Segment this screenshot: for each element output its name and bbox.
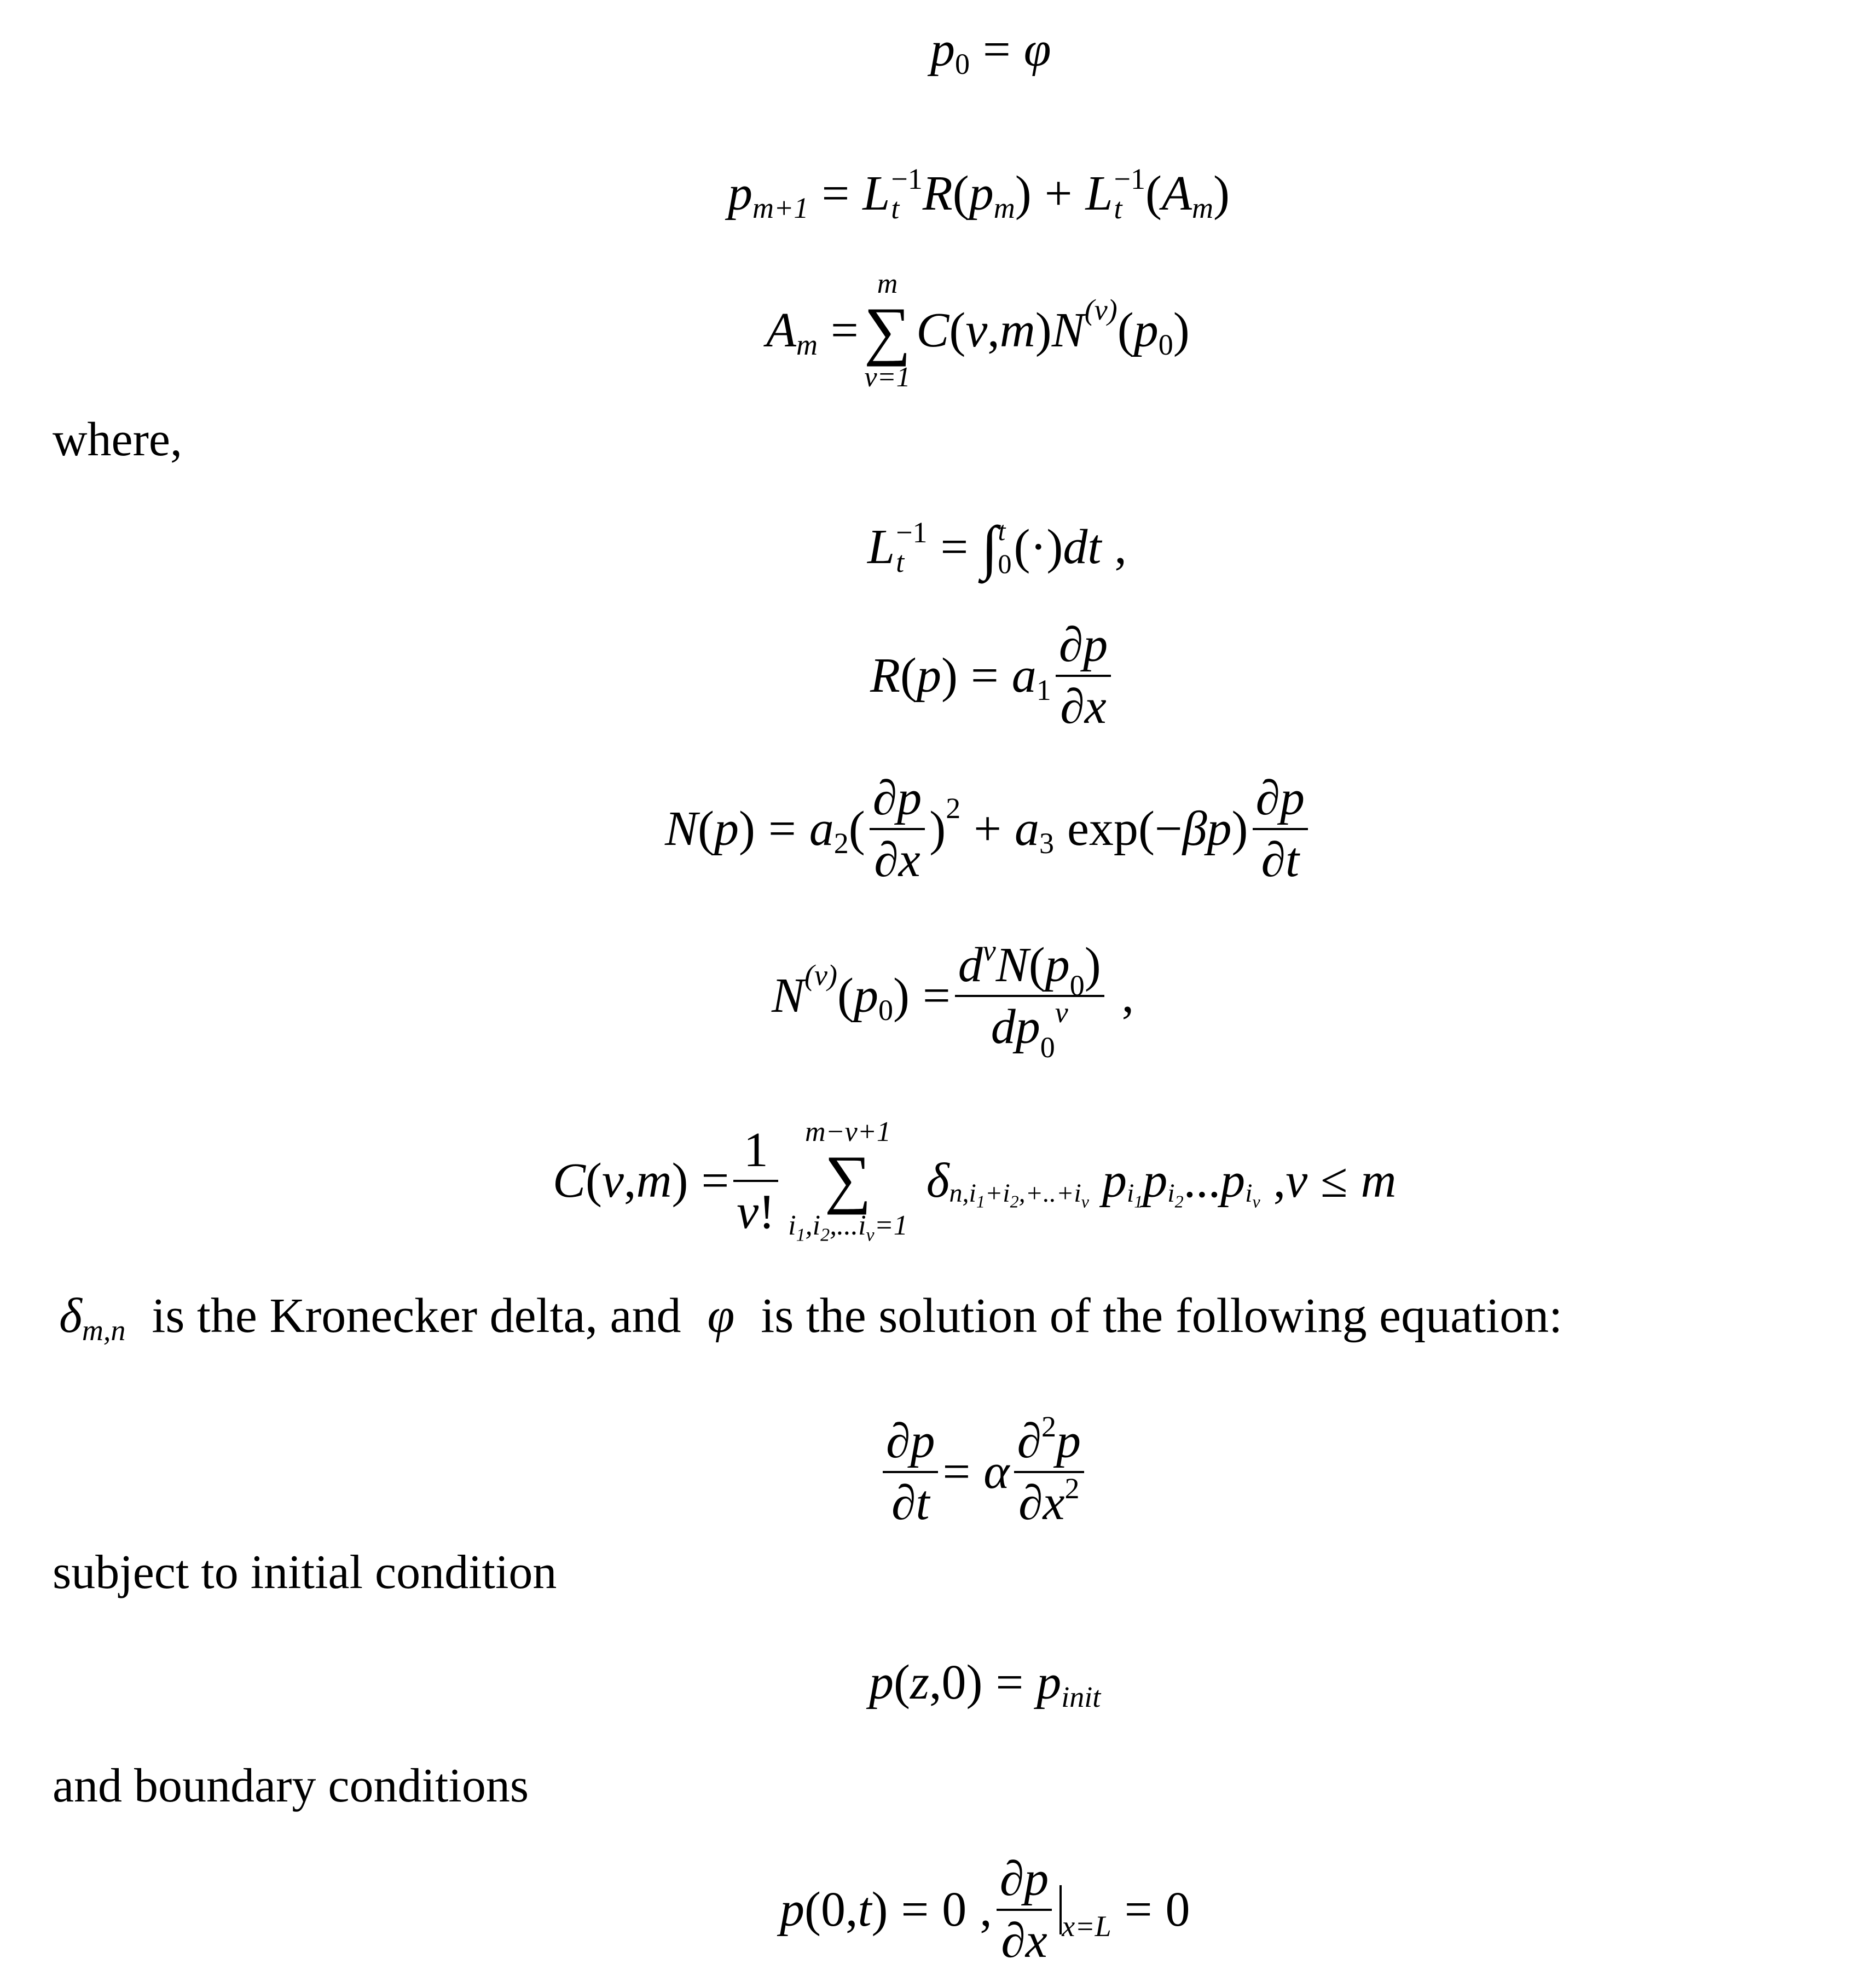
sym: 0: [1165, 1882, 1190, 1937]
sym: ∂: [886, 1414, 911, 1468]
sym: p: [1102, 1153, 1127, 1208]
sym: 1: [743, 1122, 768, 1177]
sym: δ: [59, 1289, 82, 1343]
sym: φ: [1023, 22, 1051, 77]
sym: ,: [1121, 969, 1134, 1023]
sym: N: [1051, 303, 1085, 358]
sym: −1: [1114, 163, 1145, 195]
sym: ,: [980, 1882, 992, 1937]
equation-adomian: A m = m ∑ v=1 C ( v , m ) N (v) ( p 0 ): [766, 268, 1190, 393]
fraction: [883, 1415, 938, 1529]
equation-linear-operator: R ( p ) = a 1 $\frac{\partial p}{\partial x}$: [870, 618, 1115, 733]
sym: 0: [878, 994, 893, 1027]
sym: x: [898, 833, 920, 888]
sym: =: [701, 1153, 729, 1208]
sym: t: [1087, 520, 1102, 574]
sym: N: [772, 969, 805, 1023]
sym: ∂: [872, 771, 898, 825]
sym: =: [1124, 1882, 1153, 1937]
sym: ∂: [891, 1476, 916, 1531]
sym: p: [1015, 1000, 1040, 1054]
sym: p: [1037, 1655, 1062, 1710]
sym: L: [867, 520, 895, 574]
sym: ∂: [1261, 833, 1286, 888]
sym: x: [1043, 1476, 1065, 1531]
text-kronecker: [59, 1289, 1563, 1347]
sym: v: [737, 1184, 759, 1239]
sym: m−v+1: [805, 1116, 891, 1148]
fraction: $\frac{d^vN(p_0)}{dp_0^v}$: [955, 938, 1104, 1053]
sym: +: [974, 802, 1001, 856]
sym: L: [862, 166, 890, 221]
sym: p: [1207, 802, 1232, 856]
sym: p: [1133, 303, 1159, 358]
sym: v: [965, 303, 988, 358]
fraction: [870, 772, 925, 887]
sym: p: [1024, 1852, 1049, 1906]
sym: 0: [955, 48, 970, 80]
sym: α: [983, 1445, 1010, 1499]
sym: z: [910, 1655, 930, 1710]
sym: p: [969, 166, 994, 221]
sym: (v): [1084, 293, 1118, 327]
sym: 0: [998, 548, 1012, 579]
sym: p: [897, 771, 922, 825]
sym: δ: [926, 1153, 949, 1208]
sym: m: [877, 268, 898, 299]
sym: ∂: [1060, 680, 1085, 734]
equation-inverse-operator: [867, 514, 1127, 580]
equation-p0: [930, 22, 1051, 80]
sym: p: [916, 648, 941, 703]
sym: d: [958, 938, 983, 992]
sym: t: [891, 192, 900, 225]
equation-initial: p ( z , 0 ) = p init: [869, 1655, 1101, 1713]
sym: ≤: [1321, 1153, 1348, 1208]
sym: m: [993, 192, 1015, 224]
sym: 0: [941, 1655, 966, 1710]
sym: =: [901, 1882, 929, 1937]
sym: v: [1286, 1153, 1308, 1208]
sym: !: [758, 1184, 775, 1239]
sym: p: [869, 1655, 894, 1710]
sym: ,: [929, 1655, 942, 1710]
sym: N: [995, 938, 1029, 992]
sym: d: [991, 1000, 1016, 1054]
fraction: [733, 1123, 778, 1238]
sym: 0: [1158, 328, 1173, 362]
text-where: where,: [53, 413, 182, 466]
sym: p: [780, 1882, 804, 1937]
sym: 0: [1069, 969, 1085, 1002]
sym: m+1: [752, 192, 809, 224]
sym: m,n: [82, 1314, 126, 1347]
sym: v: [982, 934, 996, 967]
equation-nonlinear-operator: N ( p ) = a 2 ( $\frac{\partial p}{\partial x}$ ) 2 + a 3 exp ( − β p ) $\frac{\partial p}{\partial t}$: [665, 772, 1312, 887]
sym: ∑: [824, 1142, 872, 1215]
equation-derivative: N (v) ( p 0 ) = $\frac{d^vN(p_0)}{dp_0^v}$ ,: [772, 934, 1134, 1064]
sym: =: [983, 22, 1011, 77]
sym: p: [1220, 1153, 1246, 1208]
sym: v: [602, 1153, 624, 1208]
sym: t: [1285, 833, 1299, 888]
sym: ,: [845, 1882, 858, 1937]
sym: ,: [623, 1153, 636, 1208]
sym: p: [910, 1414, 935, 1468]
sym: R: [870, 648, 900, 703]
sym: ∂: [1017, 1414, 1041, 1468]
kronecker-text-2: is the solution of the following equation:: [761, 1289, 1563, 1343]
sym: =: [970, 648, 999, 703]
equation-coefficients: C ( v , m ) = $\frac{1}{v!}$ m−v+1 ∑ $i_1,i_2,...i_v=1$ δ $n,i_1+i_2,+..+i_v$ p $i_1$ p $i_2$ ... p $i_v$ , v ≤ m: [553, 1116, 1397, 1245]
sym: p: [714, 802, 739, 856]
sym: 2: [1041, 1410, 1056, 1443]
sym: −1: [896, 516, 928, 549]
sym: ∂: [1058, 618, 1084, 672]
sym: C: [553, 1153, 586, 1208]
sym: ∫: [981, 514, 998, 581]
sym: ...: [1183, 1153, 1221, 1208]
sym: p: [1083, 618, 1108, 672]
sym: 1: [1036, 674, 1051, 707]
sym: t: [1114, 192, 1122, 225]
sum-operator: m−v+1 ∑ $i_1,i_2,...i_v=1$: [788, 1116, 908, 1245]
sym: t: [896, 546, 905, 578]
sym: 2: [833, 827, 849, 860]
sym: x: [1084, 680, 1107, 734]
sym: 0: [942, 1882, 967, 1937]
sym: φ: [707, 1289, 735, 1343]
sym: +: [1044, 166, 1073, 221]
sum-operator: [864, 268, 911, 393]
sym: p: [728, 166, 752, 221]
sym: A: [766, 303, 796, 358]
kronecker-text-1: is the Kronecker delta, and: [152, 1289, 681, 1343]
fraction: [997, 1852, 1052, 1967]
sym: (·): [1014, 520, 1063, 574]
sym: =: [940, 520, 969, 574]
equation-heat: [878, 1410, 1088, 1531]
sym: ∂: [1001, 1914, 1026, 1968]
sym: ∑: [864, 294, 911, 367]
sym: =: [830, 303, 859, 358]
fraction: [1014, 1410, 1084, 1531]
sym: ∂: [874, 833, 899, 888]
fraction: [1056, 618, 1111, 733]
sym: (v): [804, 959, 837, 992]
fraction: [1253, 772, 1308, 887]
sym: d: [1063, 520, 1088, 574]
sym: C: [916, 303, 949, 358]
text-boundary-conditions: and boundary conditions: [53, 1759, 529, 1812]
sym: 2: [1064, 1472, 1080, 1505]
sym: t: [916, 1476, 930, 1531]
sym: =: [768, 802, 796, 856]
sym: ∂: [1018, 1476, 1043, 1531]
sym: t: [998, 515, 1006, 546]
sym: =: [942, 1445, 971, 1499]
equation-recursion: p m+1 = L −1 t R ( p m ) + L −1 t ( A m ): [728, 163, 1230, 225]
sym: p: [1045, 938, 1070, 992]
sym: t: [858, 1882, 872, 1937]
sym: v: [1055, 996, 1068, 1029]
sym: v=1: [864, 362, 911, 393]
sym: init: [1061, 1681, 1101, 1713]
sym: m: [636, 1153, 672, 1208]
sym: 0: [820, 1882, 846, 1937]
sym: exp: [1067, 802, 1138, 856]
text-initial-condition: subject to initial condition: [53, 1546, 557, 1599]
sym: −: [1154, 802, 1183, 856]
sym: ∂: [999, 1852, 1024, 1906]
sym: p: [1279, 771, 1305, 825]
sym: 2: [946, 792, 961, 825]
sym: x: [1025, 1914, 1047, 1968]
sym: 0: [1040, 1031, 1055, 1064]
sym: ,: [1273, 1153, 1286, 1208]
sym: N: [665, 802, 698, 856]
sym: p: [853, 969, 878, 1023]
sym: β: [1182, 802, 1207, 856]
sym: p: [930, 22, 955, 77]
sym: m: [1191, 192, 1213, 224]
sym: p: [1056, 1414, 1081, 1468]
sym: =: [922, 969, 951, 1023]
sym: ,: [987, 303, 1000, 358]
sym: x=L: [1062, 1910, 1111, 1943]
equation-boundary: p ( 0 , t ) = 0 , $\frac{\partial p}{\partial x}$ x=L = 0: [780, 1852, 1190, 1968]
sym: m: [1360, 1153, 1397, 1208]
sym: A: [1161, 166, 1192, 221]
sym: =: [821, 166, 850, 221]
sym: R: [922, 166, 953, 221]
sym: ∂: [1255, 771, 1280, 825]
sym: L: [1085, 166, 1113, 221]
sym: =: [995, 1655, 1024, 1710]
sym: m: [999, 303, 1035, 358]
sym: p: [1143, 1153, 1168, 1208]
sym: −1: [891, 163, 923, 195]
sym: ,: [1114, 520, 1127, 574]
sym: m: [796, 328, 818, 362]
